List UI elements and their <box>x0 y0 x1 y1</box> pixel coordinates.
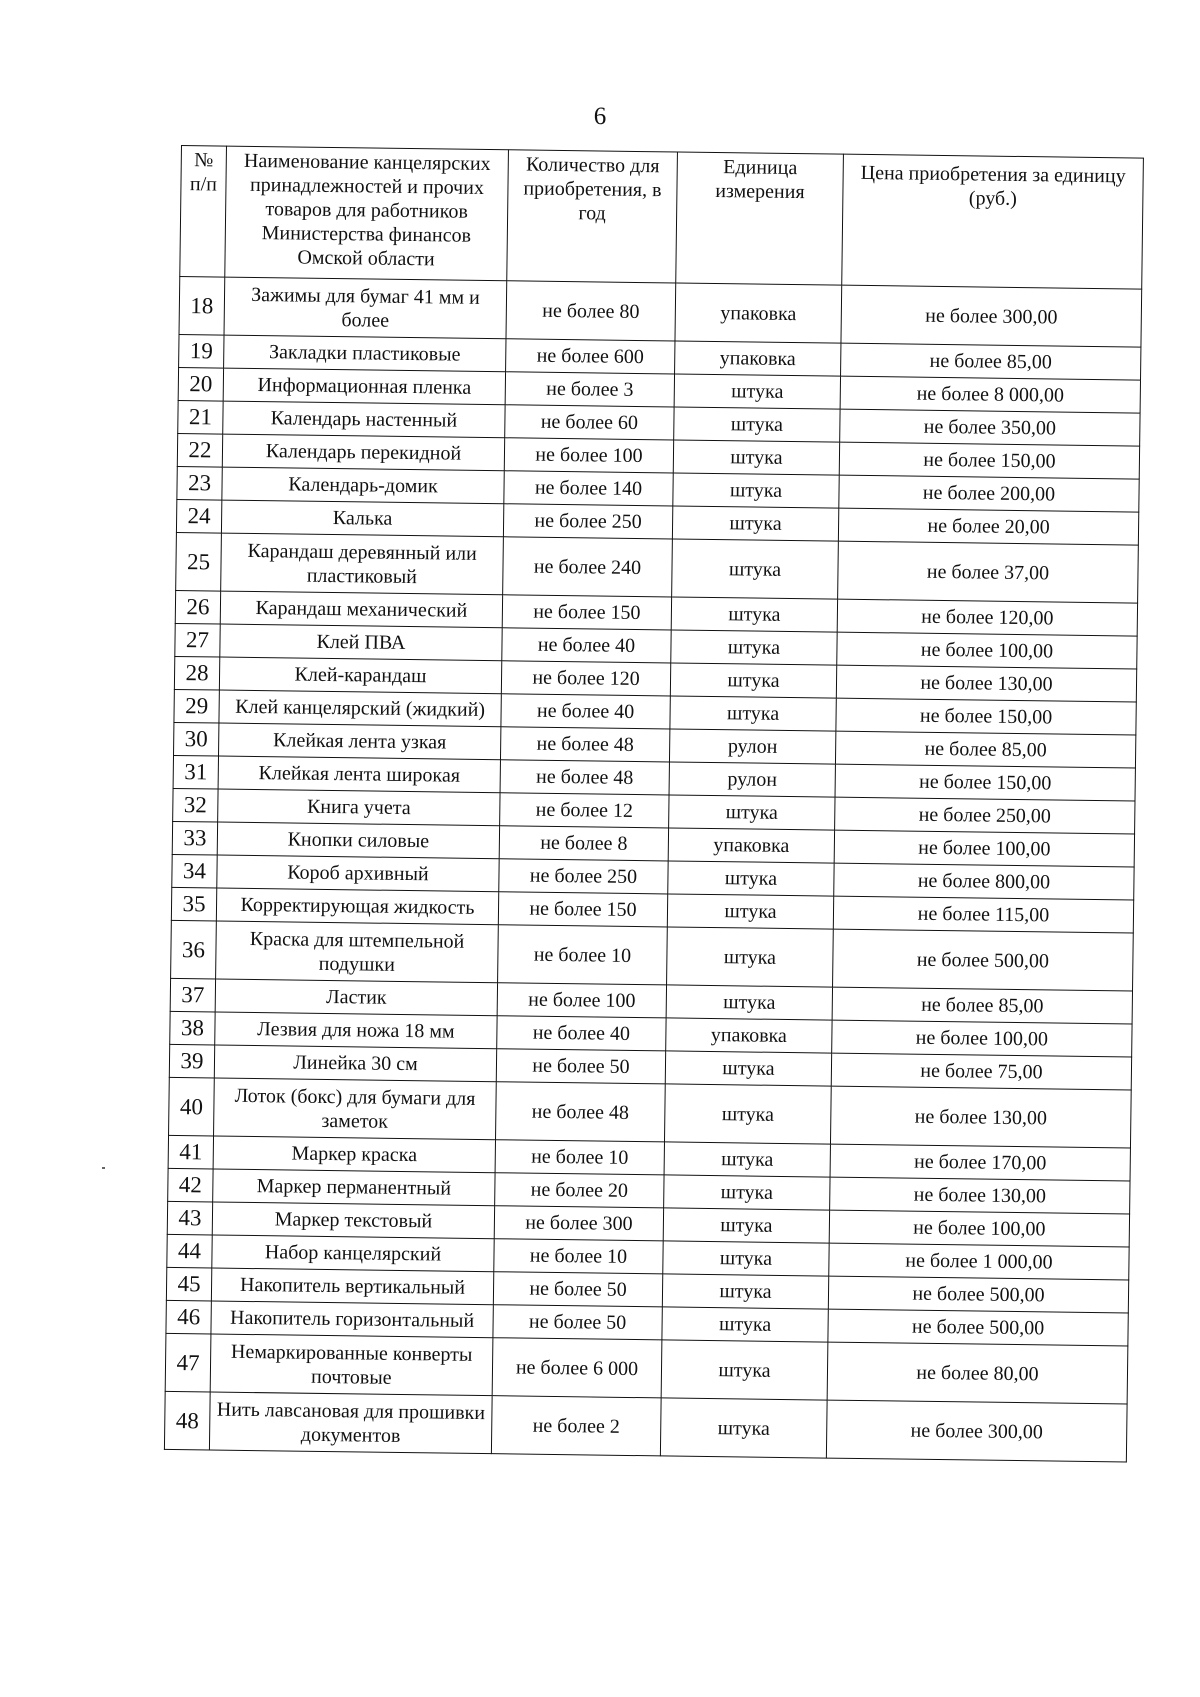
cell-qty: не более 100 <box>504 438 673 473</box>
cell-num: 42 <box>168 1168 213 1202</box>
cell-name: Маркер краска <box>213 1136 495 1173</box>
cell-name: Календарь настенный <box>223 401 505 438</box>
cell-name: Календарь-домик <box>222 467 504 504</box>
cell-name: Клейкая лента узкая <box>219 723 501 760</box>
cell-qty: не более 80 <box>506 281 676 341</box>
cell-name: Закладки пластиковые <box>224 335 506 372</box>
cell-num: 35 <box>171 887 216 921</box>
cell-num: 41 <box>168 1135 213 1169</box>
cell-qty: не более 50 <box>493 1272 662 1307</box>
cell-price: не более 100,00 <box>829 1210 1129 1247</box>
cell-name: Лоток (бокс) для бумаги для заметок <box>214 1078 497 1140</box>
cell-name: Книга учета <box>218 789 500 826</box>
cell-num: 45 <box>166 1267 211 1301</box>
cell-name: Краска для штемпельной подушки <box>216 921 499 983</box>
cell-num: 46 <box>166 1300 211 1334</box>
cell-unit: штука <box>674 374 840 409</box>
cell-num: 24 <box>176 499 221 533</box>
cell-name: Клей ПВА <box>220 624 502 661</box>
cell-price: не более 500,00 <box>828 1309 1128 1346</box>
cell-qty: не более 100 <box>497 983 666 1018</box>
cell-num: 44 <box>167 1234 212 1268</box>
cell-qty: не более 140 <box>504 471 673 506</box>
cell-qty: не более 300 <box>494 1206 663 1241</box>
header-qty: Количество для приобретения, в год <box>507 150 678 283</box>
cell-name: Короб архивный <box>217 855 499 892</box>
header-price: Цена приобретения за единицу (руб.) <box>842 154 1144 289</box>
cell-price: не более 150,00 <box>839 442 1139 479</box>
cell-num: 40 <box>169 1077 215 1136</box>
cell-price: не более 250,00 <box>835 797 1135 834</box>
cell-qty: не более 10 <box>498 925 668 985</box>
cell-qty: не более 250 <box>499 859 668 894</box>
cell-unit: штука <box>670 663 836 698</box>
cell-unit: штука <box>672 506 838 541</box>
cell-unit: рулон <box>669 729 835 764</box>
cell-qty: не более 120 <box>501 661 670 696</box>
cell-price: не более 8 000,00 <box>840 376 1140 413</box>
cell-unit: упаковка <box>675 341 841 376</box>
cell-qty: не более 2 <box>491 1396 661 1456</box>
cell-name: Маркер текстовый <box>212 1202 494 1239</box>
header-unit: Единица измерения <box>676 152 844 285</box>
cell-name: Зажимы для бумаг 41 мм и более <box>224 277 507 339</box>
cell-price: не более 75,00 <box>831 1053 1131 1090</box>
cell-price: не более 350,00 <box>840 409 1140 446</box>
cell-price: не более 1 000,00 <box>829 1243 1129 1280</box>
cell-qty: не более 48 <box>500 727 669 762</box>
cell-unit: штука <box>669 795 835 830</box>
cell-num: 47 <box>165 1333 211 1392</box>
cell-price: не более 300,00 <box>826 1400 1127 1462</box>
cell-num: 25 <box>176 532 222 591</box>
cell-num: 38 <box>170 1011 215 1045</box>
cell-unit: штука <box>674 407 840 442</box>
cell-price: не более 800,00 <box>834 863 1134 900</box>
cell-name: Клей-карандаш <box>219 657 501 694</box>
cell-price: не более 100,00 <box>832 1020 1132 1057</box>
cell-num: 34 <box>172 854 217 888</box>
cell-qty: не более 50 <box>496 1049 665 1084</box>
cell-price: не более 120,00 <box>837 599 1137 636</box>
cell-qty: не более 60 <box>505 405 674 440</box>
procurement-table <box>164 145 1144 1462</box>
cell-qty: не более 600 <box>506 339 675 374</box>
scan-speck <box>102 1167 105 1169</box>
cell-qty: не более 48 <box>496 1082 666 1142</box>
cell-name: Лезвия для ножа 18 мм <box>215 1012 497 1049</box>
cell-qty: не более 48 <box>500 760 669 795</box>
cell-name: Карандаш деревянный или пластиковый <box>221 533 504 595</box>
cell-price: не более 130,00 <box>830 1086 1131 1148</box>
cell-unit: штука <box>672 539 839 599</box>
cell-name: Календарь перекидной <box>222 434 504 471</box>
cell-num: 43 <box>167 1201 212 1235</box>
cell-price: не более 150,00 <box>835 764 1135 801</box>
cell-num: 48 <box>164 1391 210 1450</box>
cell-num: 33 <box>172 821 217 855</box>
cell-qty: не более 40 <box>501 694 670 729</box>
cell-unit: упаковка <box>668 828 834 863</box>
cell-qty: не более 6 000 <box>492 1338 662 1398</box>
cell-name: Карандаш механический <box>220 591 502 628</box>
cell-qty: не более 8 <box>499 826 668 861</box>
cell-name: Информационная пленка <box>223 368 505 405</box>
cell-qty: не более 150 <box>502 595 671 630</box>
cell-unit: штука <box>665 1051 831 1086</box>
cell-qty: не более 40 <box>502 628 671 663</box>
cell-qty: не более 40 <box>497 1016 666 1051</box>
cell-num: 39 <box>169 1044 214 1078</box>
cell-qty: не более 150 <box>498 892 667 927</box>
table-row <box>164 1391 1127 1462</box>
cell-qty: не более 250 <box>503 504 672 539</box>
cell-name: Накопитель вертикальный <box>211 1268 493 1305</box>
cell-unit: упаковка <box>675 283 842 343</box>
cell-qty: не более 50 <box>493 1305 662 1340</box>
cell-unit: штука <box>668 861 834 896</box>
cell-qty: не более 20 <box>495 1173 664 1208</box>
table-body <box>164 276 1141 1461</box>
cell-unit: штука <box>663 1208 829 1243</box>
cell-name: Набор канцелярский <box>212 1235 494 1272</box>
cell-num: 21 <box>178 400 223 434</box>
cell-num: 26 <box>175 590 220 624</box>
cell-name: Кнопки силовые <box>217 822 499 859</box>
cell-price: не более 37,00 <box>838 541 1139 603</box>
header-name: Наименование канцелярских принадлежностей и прочих товаров для работников Министерства финансов Омской области <box>225 146 509 281</box>
cell-unit: штука <box>667 894 833 929</box>
cell-qty: не более 12 <box>500 793 669 828</box>
cell-unit: штука <box>667 927 834 987</box>
cell-unit: штука <box>664 1084 831 1144</box>
cell-num: 36 <box>171 920 217 979</box>
cell-price: не более 150,00 <box>836 698 1136 735</box>
cell-num: 27 <box>175 623 220 657</box>
cell-price: не более 200,00 <box>839 475 1139 512</box>
cell-name: Клей канцелярский (жидкий) <box>219 690 501 727</box>
cell-num: 30 <box>174 722 219 756</box>
cell-price: не более 130,00 <box>830 1177 1130 1214</box>
cell-price: не более 85,00 <box>835 731 1135 768</box>
cell-num: 32 <box>173 788 218 822</box>
cell-name: Калька <box>221 500 503 537</box>
cell-num: 37 <box>170 978 215 1012</box>
cell-price: не более 500,00 <box>828 1276 1128 1313</box>
cell-num: 19 <box>179 334 224 368</box>
cell-num: 23 <box>177 466 222 500</box>
cell-unit: упаковка <box>666 1018 832 1053</box>
cell-name: Маркер перманентный <box>213 1169 495 1206</box>
cell-name: Накопитель горизонтальный <box>211 1301 493 1338</box>
cell-qty: не более 10 <box>495 1140 664 1175</box>
page-number: 6 <box>593 103 607 130</box>
cell-unit: штука <box>666 985 832 1020</box>
cell-num: 31 <box>173 755 218 789</box>
cell-name: Корректирующая жидкость <box>216 888 498 925</box>
cell-qty: не более 10 <box>494 1239 663 1274</box>
cell-price: не более 130,00 <box>836 665 1136 702</box>
cell-unit: штука <box>670 696 836 731</box>
cell-name: Клейкая лента широкая <box>218 756 500 793</box>
cell-price: не более 100,00 <box>834 830 1134 867</box>
cell-price: не более 500,00 <box>833 929 1134 991</box>
cell-num: 18 <box>179 276 225 335</box>
cell-price: не более 300,00 <box>841 285 1142 347</box>
cell-unit: штука <box>664 1142 830 1177</box>
cell-num: 29 <box>174 689 219 723</box>
cell-num: 20 <box>178 367 223 401</box>
cell-name: Нить лавсановая для прошивки документов <box>209 1392 492 1454</box>
cell-price: не более 80,00 <box>827 1342 1128 1404</box>
cell-num: 28 <box>174 656 219 690</box>
cell-qty: не более 3 <box>505 372 674 407</box>
cell-qty: не более 240 <box>503 537 673 597</box>
cell-unit: штука <box>673 440 839 475</box>
cell-unit: штука <box>661 1340 828 1400</box>
cell-unit: штука <box>671 630 837 665</box>
cell-unit: штука <box>664 1175 830 1210</box>
cell-unit: штука <box>671 597 837 632</box>
cell-unit: штука <box>660 1398 827 1458</box>
cell-unit: штука <box>662 1274 828 1309</box>
cell-unit: штука <box>673 473 839 508</box>
cell-price: не более 170,00 <box>830 1144 1130 1181</box>
cell-unit: штука <box>662 1307 828 1342</box>
cell-name: Ластик <box>215 979 497 1016</box>
cell-price: не более 100,00 <box>837 632 1137 669</box>
cell-unit: штука <box>663 1241 829 1276</box>
header-num: № п/п <box>180 146 227 278</box>
cell-price: не более 85,00 <box>832 987 1132 1024</box>
table-header-row <box>180 146 1144 290</box>
cell-price: не более 115,00 <box>833 896 1133 933</box>
cell-name: Линейка 30 см <box>214 1045 496 1082</box>
cell-price: не более 20,00 <box>838 508 1138 545</box>
cell-unit: рулон <box>669 762 835 797</box>
cell-name: Немаркированные конверты почтовые <box>210 1334 493 1396</box>
cell-price: не более 85,00 <box>841 343 1141 380</box>
cell-num: 22 <box>177 433 222 467</box>
